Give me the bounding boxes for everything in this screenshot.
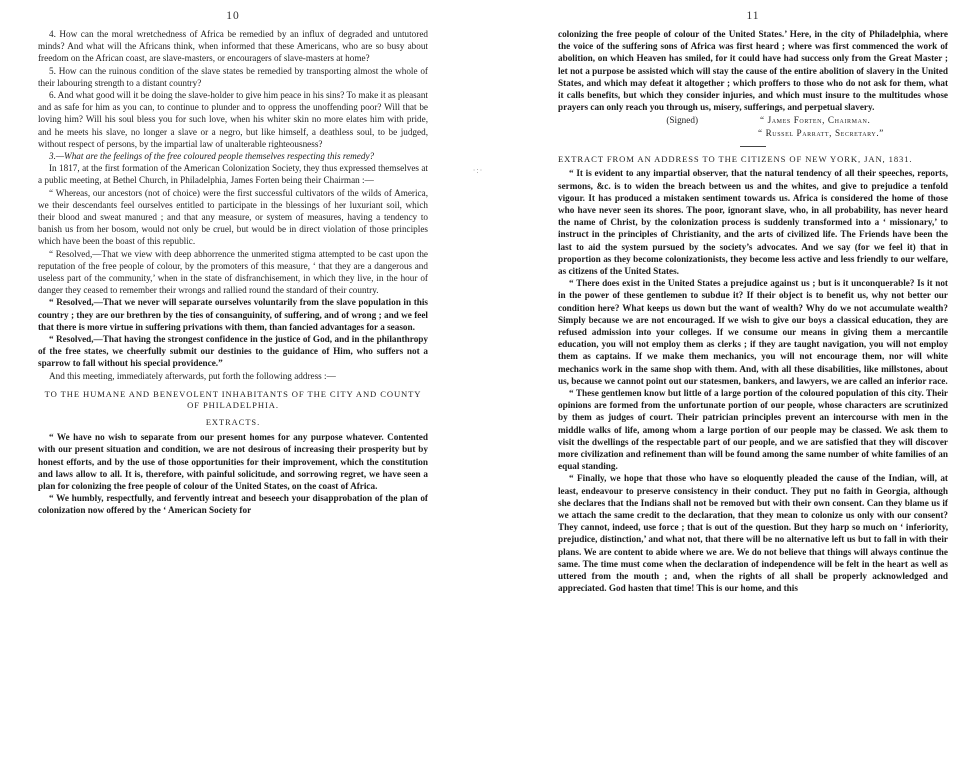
paragraph-question-3: 3.—What are the feelings of the free coloured people themselves respecting this remedy? <box>49 151 375 162</box>
address-heading: TO THE HUMANE AND BENEVOLENT INHABITANTS OF THE CITY AND COUNTY OF PHILADELPHIA. <box>44 388 422 411</box>
signed-label: (Signed) <box>666 115 698 126</box>
paragraph-resolved-2: “ Resolved,—That we never will separate ourselves voluntarily from the slave population in this country ; they are our brethren by the ties of consanguinity, of suffering, and of wrong ; and we feel that there is more virtue in suffering privations with them, than fancied advantages for a season. <box>38 297 428 332</box>
extract-heading: EXTRACT FROM AN ADDRESS TO THE CITIZENS OF NEW YORK, JAN, 1831. <box>558 153 913 164</box>
paragraph-resolved-3: “ Resolved,—That having the strongest confidence in the justice of God, and in the philanthropy of the free states, we cheerfully submit our destinies to the guidance of Him, who suffers not a sparrow to fall without his special providence.” <box>38 334 428 369</box>
paragraph-finally: “ Finally, we hope that those who have so eloquently pleaded the cause of the Indian, will, at least, endeavour to preserve consistency in their conduct. They put no faith in Georgia, although she declares that the Indians shall not be removed but with their own consent. Can they blame us if we attach the same credit to the declaration, that they mean to colonize us only with our consent? They cannot, indeed, use force ; that is out of the question. But they harp so much on ‘ inferiority, prejudice, distinction,’ and what not, that there will be no alternative left us but to fall in with their plans. We are content to abide where we are. We do not believe that things will always continue the same. The time must come when the declaration of independence will be felt in the heart as well as uttered from the mouth ; and, when the rights of all shall be properly acknowledged and appreciated. God hasten that time! This is our home, and this <box>558 473 948 594</box>
paragraph-question-4: 4. How can the moral wretchedness of Africa be remedied by an influx of degraded and untutored minds? And what will the Africans think, when informed that these Americans, who are so busy about freedom on the African coast, are slave-masters, or encouragers of slave-masters at home? <box>38 29 428 64</box>
paragraph-no-wish: “ We have no wish to separate from our present homes for any purpose whatever. Contented with our present situation and condition, we are not desirous of increasing their prosperity but by honest efforts, and by the use of those opportunities for their improvement, which the constitution and laws allow to all. It is, therefore, with painful solicitude, and sorrowing regret, we have seen a plan for colonizing the free people of colour of the United States, on the coast of Africa. <box>38 432 428 491</box>
paragraph-evident: “ It is evident to any impartial observer, that the natural tendency of all their speeches, reports, sermons, &c. is to widen the breach between us and the whites, and give to prejudice a tenfold vigour. It has produced a mistaken sentiment towards us. Africa is considered the home of those who have never seen its shores. The poor, ignorant slave, who, in all probability, has never heard the name of Christ, by the colonization process is suddenly transformed into a ‘ missionary,’ to instruct in the principles of Christianity, and the arts of civilized life. The Friends have been the last to aid the system pursued by the society’s advocates. And we say (for we feel it) that in proportion as they become colonizationists, they become less active and less friendly to our welfare, as citizens of the United States. <box>558 168 948 276</box>
paragraph-gentlemen: “ These gentlemen know but little of a large portion of the coloured population of this city. Their opinions are formed from the unfortunate portion of our people, whose characters are scrutinized by them as judges of court. Their patrician principles prevent an intercourse with men in the middle walks of life, among whom a large portion of our people may be classed. We ask them to visit the dwellings of the respectable part of our people, and we are satisfied that they will discover more civilization and refinement than will be found among the same number of white families of an equal standing. <box>558 387 948 472</box>
signer-secretary: “ Russel Parratt, Secretary.” <box>758 127 884 138</box>
paragraph-meeting-address: And this meeting, immediately afterwards, put forth the following address :— <box>49 370 336 381</box>
extracts-subheading: EXTRACTS. <box>205 417 261 427</box>
paragraph-question-5: 5. How can the ruinous condition of the slave states be remedied by transporting almost the whole of their labouring strength to a distant country? <box>38 65 428 88</box>
signer-chairman: “ James Forten, Chairman. <box>760 115 871 126</box>
paragraph-humbly: “ We humbly, respectfully, and fervently intreat and beseech your disapprobation of the plan of colonization now offered by the ‘ American Society for <box>38 493 428 516</box>
paragraph-colonizing: colonizing the free people of colour of the United States.’ Here, in the city of Philadelphia, where the voice of the suffering sons of Africa was first heard ; where was first commenced the work of abolition, on which Heaven has smiled, for it could have had success only from the Great Master ; let not a purpose be assisted which will stay the cause of the entire abolition of slavery in the United States, and which may defeat it altogether ; which proffers to those who do not ask for them, what it calls benefits, but which they consider injuries, and which must insure to the multitudes whose prayers can only reach you through us, misery, sufferings, and perpetual slavery. <box>558 29 948 113</box>
page-number-right: 11 <box>746 10 760 22</box>
gutter-mark: ·:· <box>472 166 484 175</box>
paragraph-resolved-1: “ Resolved,—That we view with deep abhorrence the unmerited stigma attempted to be cast upon the reputation of the free people of colour, by the promoters of this measure, ‘ that they are a dangerous and useless part of the community,’ when in the state of disfranchisement, in which they live, in the hour of danger they ceased to remember their wrongs and rallied round the standard of their country. <box>38 248 428 296</box>
paragraph-question-6: 6. And what good will it be doing the slave-holder to give him peace in his sins? To make it as pleasant and as safe for him as you can, to continue to plunder and to oppress the unoffending poor? Will that be loving him? Will his soul bless you for such love, when his whiter skin no more elates him with pride, and he meets his slave, no longer a slave or a negro, but like himself, a deathless soul, to be judged, without respect of persons, by the impartial law of unalterable righteousness? <box>38 90 428 149</box>
right-page <box>558 0 948 594</box>
section-divider <box>740 146 766 147</box>
paragraph-prejudice: “ There does exist in the United States a prejudice against us ; but is it unconquerable? Is it not in the power of these gentlemen to subdue it? If their object is to benefit us, why not better our condition here? What keeps us down but the want of wealth? Why do we not accumulate wealth? Simply because we are not encouraged. If we wish to give our boys a classical education, they are refused admission into your colleges. If we consume our means in giving them a mercantile education, you will not employ them as clerks ; if they are taught navigation, you will not employ them as captains. If we make them mechanics, you will not encourage them, nor will white mechanics work in the same shop with them. And, with all these disabilities, like millstones, about us, because we cannot point out our statesmen, bankers, and lawyers, we are called an inferior race. <box>558 278 948 386</box>
page-number-left: 10 <box>226 10 240 22</box>
paragraph-1817-meeting: In 1817, at the first formation of the American Colonization Society, they thus expressed themselves at a public meeting, at Bethel Church, in Philadelphia, James Forten being their Chairman :— <box>38 163 428 186</box>
paragraph-whereas: “ Whereas, our ancestors (not of choice) were the first successful cultivators of the wilds of America, we their descendants feel ourselves entitled to participate in the blessings of her luxuriant soil, which their blood and sweat manured ; and that any measure, or system of measures, having a tendency to banish us from her bosom, would not only be cruel, but would be in direct violation of those principles which have been the boast of this republic. <box>38 187 428 247</box>
signature-block <box>558 114 948 126</box>
left-page <box>38 0 428 517</box>
